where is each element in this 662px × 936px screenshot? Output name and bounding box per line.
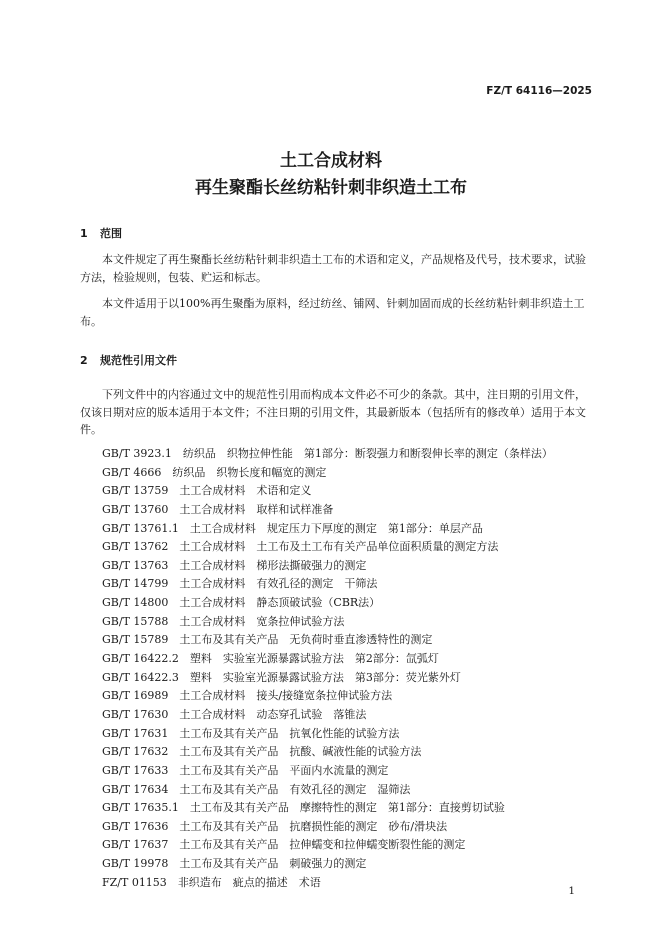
reference-item bbox=[102, 464, 553, 483]
reference-title: 土工合成材料 接头/接缝宽条拉伸试验方法 bbox=[179, 689, 393, 703]
reference-title: 土工布及其有关产品 摩擦特性的测定 第1部分：直接剪切试验 bbox=[189, 801, 505, 815]
reference-code: GB/T 3923.1 bbox=[102, 447, 172, 460]
reference-title: 土工合成材料 规定压力下厚度的测定 第1部分：单层产品 bbox=[189, 521, 483, 535]
reference-title: 土工布及其有关产品 抗氧化性能的试验方法 bbox=[179, 726, 400, 740]
reference-code: GB/T 15789 bbox=[102, 633, 169, 647]
reference-code: GB/T 17630 bbox=[102, 707, 169, 721]
reference-code: GB/T 17637 bbox=[102, 838, 169, 852]
reference-title: 土工布及其有关产品 抗磨损性能的测定 砂布/滑块法 bbox=[179, 819, 448, 833]
reference-code: GB/T 16422.2 bbox=[102, 652, 179, 666]
reference-code: GB/T 16989 bbox=[102, 689, 169, 703]
reference-item bbox=[102, 799, 553, 818]
reference-code: GB/T 17632 bbox=[102, 745, 169, 759]
reference-code: GB/T 13762 bbox=[102, 540, 169, 554]
reference-item bbox=[102, 538, 553, 557]
reference-item bbox=[102, 874, 553, 893]
reference-title: 土工合成材料 土工布及土工布有关产品单位面积质量的测定方法 bbox=[179, 540, 499, 554]
reference-item bbox=[102, 520, 553, 539]
reference-list bbox=[102, 445, 553, 892]
reference-code: GB/T 4666 bbox=[102, 465, 162, 479]
reference-code: GB/T 19978 bbox=[102, 857, 169, 871]
reference-item bbox=[102, 818, 553, 837]
reference-title: 土工合成材料 静态顶破试验（CBR法） bbox=[179, 596, 381, 610]
reference-title: 土工布及其有关产品 拉伸蠕变和拉伸蠕变断裂性能的测定 bbox=[179, 838, 466, 852]
reference-code: GB/T 17636 bbox=[102, 819, 169, 833]
reference-code: GB/T 13761.1 bbox=[102, 521, 179, 535]
reference-item bbox=[102, 613, 553, 632]
reference-title: 土工布及其有关产品 无负荷时垂直渗透特性的测定 bbox=[179, 633, 433, 647]
paragraph: 本文件规定了再生聚酯长丝纺粘针刺非织造土工布的术语和定义，产品规格及代号，技术要求，试验方法，检验规则，包装、贮运和标志。 bbox=[80, 253, 586, 284]
section-heading-scope bbox=[80, 225, 122, 241]
section-title: 规范性引用文件 bbox=[100, 354, 177, 367]
reference-item bbox=[102, 557, 553, 576]
reference-title: 纺织品 织物长度和幅宽的测定 bbox=[172, 465, 327, 479]
reference-title: 塑料 实验室光源暴露试验方法 第2部分：氙弧灯 bbox=[189, 652, 439, 666]
reference-item bbox=[102, 706, 553, 725]
section-heading-normative-references bbox=[80, 352, 177, 368]
reference-code: GB/T 17633 bbox=[102, 763, 169, 777]
reference-item bbox=[102, 650, 553, 669]
section-number: 2 bbox=[80, 354, 88, 367]
reference-title: 土工合成材料 动态穿孔试验 落锥法 bbox=[179, 707, 367, 721]
reference-title: 土工布及其有关产品 有效孔径的测定 湿筛法 bbox=[179, 782, 411, 796]
reference-item bbox=[102, 687, 553, 706]
reference-item bbox=[102, 762, 553, 781]
reference-code: GB/T 17631 bbox=[102, 726, 169, 740]
reference-item bbox=[102, 482, 553, 501]
reference-code: GB/T 17634 bbox=[102, 782, 169, 796]
reference-item bbox=[102, 501, 553, 520]
reference-item bbox=[102, 631, 553, 650]
section-title: 范围 bbox=[100, 227, 122, 240]
paragraph: 下列文件中的内容通过文中的规范性引用而构成本文件必不可少的条款。其中，注日期的引用文件，仅该日期对应的版本适用于本文件；不注日期的引用文件，其最新版本（包括所有的修改单）适用于本文件。 bbox=[80, 388, 586, 436]
reference-title: 土工布及其有关产品 刺破强力的测定 bbox=[179, 857, 367, 871]
reference-title: 土工合成材料 有效孔径的测定 干筛法 bbox=[179, 577, 378, 591]
reference-code: FZ/T 01153 bbox=[102, 875, 167, 889]
reference-code: GB/T 17635.1 bbox=[102, 801, 179, 815]
section-number: 1 bbox=[80, 227, 88, 240]
reference-item bbox=[102, 836, 553, 855]
reference-item bbox=[102, 725, 553, 744]
document-title-line2: 再生聚酯长丝纺粘针刺非织造土工布 bbox=[195, 178, 467, 198]
reference-title: 土工合成材料 宽条拉伸试验方法 bbox=[179, 614, 345, 628]
reference-code: GB/T 13760 bbox=[102, 502, 169, 516]
reference-item bbox=[102, 445, 553, 464]
reference-item bbox=[102, 743, 553, 762]
reference-code: GB/T 13759 bbox=[102, 484, 169, 498]
document-title-line1: 土工合成材料 bbox=[280, 151, 382, 171]
reference-code: GB/T 14800 bbox=[102, 596, 169, 610]
reference-title: 纺织品 织物拉伸性能 第1部分：断裂强力和断裂伸长率的测定（条样法） bbox=[182, 447, 553, 460]
reference-code: GB/T 14799 bbox=[102, 577, 169, 591]
reference-title: 土工合成材料 术语和定义 bbox=[179, 484, 312, 498]
reference-title: 土工布及其有关产品 平面内水流量的测定 bbox=[179, 763, 389, 777]
reference-title: 土工合成材料 取样和试样准备 bbox=[179, 502, 334, 516]
reference-title: 土工布及其有关产品 抗酸、碱液性能的试验方法 bbox=[179, 745, 422, 759]
reference-title: 土工合成材料 梯形法撕破强力的测定 bbox=[179, 558, 367, 572]
standard-code: FZ/T 64116—2025 bbox=[486, 85, 592, 97]
reference-item bbox=[102, 855, 553, 874]
page-number: 1 bbox=[568, 885, 575, 897]
reference-title: 非织造布 疵点的描述 术语 bbox=[177, 875, 321, 889]
reference-item bbox=[102, 594, 553, 613]
reference-code: GB/T 15788 bbox=[102, 614, 169, 628]
reference-item bbox=[102, 575, 553, 594]
reference-title: 塑料 实验室光源暴露试验方法 第3部分：荧光紫外灯 bbox=[189, 670, 461, 684]
reference-code: GB/T 16422.3 bbox=[102, 670, 179, 684]
reference-code: GB/T 13763 bbox=[102, 558, 169, 572]
reference-item bbox=[102, 669, 553, 688]
paragraph: 本文件适用于以100%再生聚酯为原料，经过纺丝、铺网、针刺加固而成的长丝纺粘针刺非织造土工布。 bbox=[80, 297, 585, 328]
reference-item bbox=[102, 781, 553, 800]
